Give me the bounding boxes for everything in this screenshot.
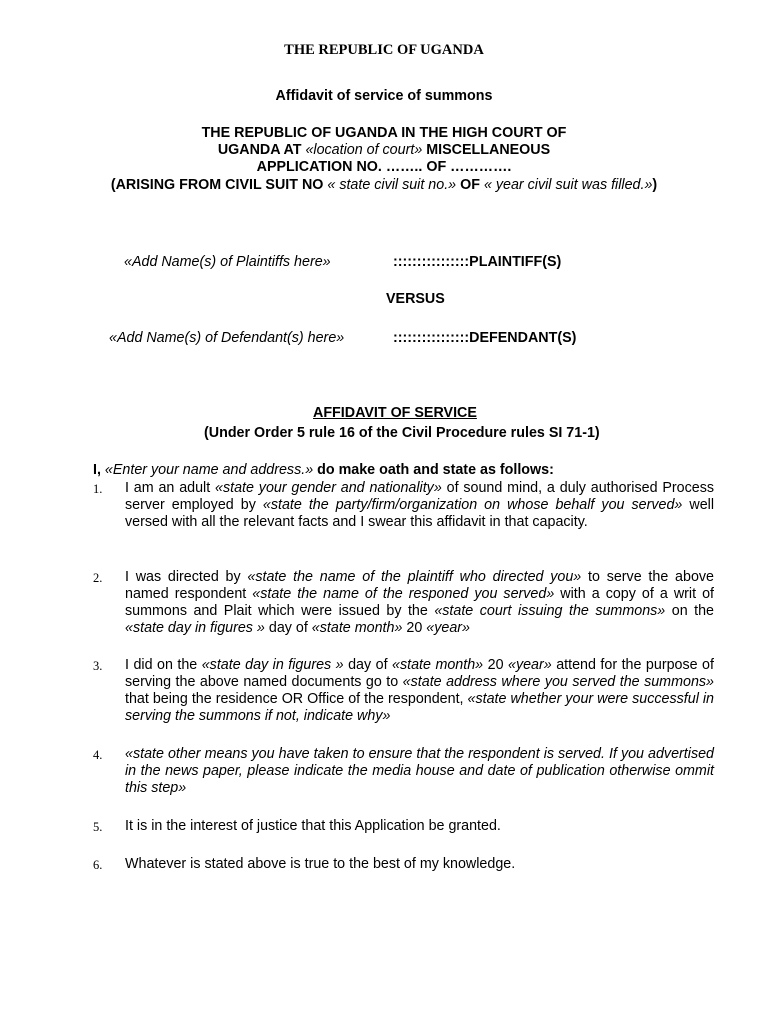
application-number: APPLICATION NO. …….. OF …………. xyxy=(256,159,512,175)
list-item xyxy=(125,746,714,797)
defendant-label: ::::::::::::::::DEFENDANT(S) xyxy=(393,330,577,346)
item-placeholder: «state day in figures » xyxy=(201,657,344,673)
item-placeholder: «state address where you served the summons» xyxy=(402,674,714,691)
list-item xyxy=(125,818,714,835)
arising-from-line xyxy=(0,177,768,193)
item-number: 2. xyxy=(93,571,103,585)
list-item xyxy=(125,856,714,873)
affidavit-title: AFFIDAVIT OF SERVICE xyxy=(313,405,477,421)
item-text: day of xyxy=(343,657,393,673)
item-placeholder: «state whether your were successful in serving the summons if not, indicate why» xyxy=(125,691,715,725)
item-text: I did on the xyxy=(125,657,202,673)
item-text: I am an adult xyxy=(125,480,216,496)
item-number: 4. xyxy=(93,748,103,762)
item-text: Whatever is stated above is true to the best of my knowledge. xyxy=(125,856,516,872)
item-text: 20 xyxy=(402,620,427,637)
item-text: well versed with all the relevant facts and I swear this affidavit in that capacity. xyxy=(125,497,715,531)
item-placeholder: «state the party/firm/organization on whose behalf you served» xyxy=(262,497,683,514)
item-text: attend for the purpose of serving the above named documents go to xyxy=(125,657,714,691)
item-text: day of xyxy=(264,620,312,637)
item-text: of sound mind, a duly authorised Process server employed by xyxy=(125,480,714,514)
item-placeholder: «state day in figures » xyxy=(125,620,265,637)
plaintiff-name-placeholder: «Add Name(s) of Plaintiffs here» xyxy=(124,254,331,270)
item-number: 5. xyxy=(93,820,103,834)
item-placeholder: «state other means you have taken to ensure that the respondent is served. If you advertised in the news paper, please indicate the media house and date of publication otherwise ommit this step» xyxy=(125,746,714,797)
list-item xyxy=(125,480,714,531)
item-text: It is in the interest of justice that this Application be granted. xyxy=(125,818,501,834)
intro-prefix: I, xyxy=(93,462,105,478)
court-line-1: THE REPUBLIC OF UGANDA IN THE HIGH COURT OF xyxy=(201,125,567,141)
court-line-2-prefix: UGANDA AT xyxy=(217,142,306,158)
court-line-2 xyxy=(0,142,768,158)
versus-label: VERSUS xyxy=(386,291,445,307)
name-address-placeholder: «Enter your name and address.» xyxy=(104,462,314,478)
republic-heading: THE REPUBLIC OF UGANDA xyxy=(284,42,484,58)
item-placeholder: «year» xyxy=(508,657,552,673)
arising-prefix: (ARISING FROM CIVIL SUIT NO xyxy=(110,177,328,193)
item-number: 6. xyxy=(93,858,103,872)
document-title: Affidavit of service of summons xyxy=(275,88,493,104)
list-item xyxy=(125,569,714,637)
intro-suffix: do make oath and state as follows: xyxy=(313,462,554,478)
item-number: 3. xyxy=(93,659,103,673)
item-placeholder: «state month» xyxy=(392,657,484,673)
item-text: that being the residence OR Office of the respondent, xyxy=(125,691,468,708)
item-placeholder: «state the name of the responed you served» xyxy=(252,586,555,603)
list-item xyxy=(125,657,714,725)
item-placeholder: «state month» xyxy=(311,620,403,637)
location-of-court-placeholder: «location of court» xyxy=(305,142,423,158)
civil-suit-year-placeholder: « year civil suit was filled.» xyxy=(483,177,653,193)
civil-suit-no-placeholder: « state civil suit no.» xyxy=(327,177,457,193)
item-placeholder: «state court issuing the summons» xyxy=(434,603,666,620)
court-line-2-suffix: MISCELLANEOUS xyxy=(422,142,551,158)
arising-close: ) xyxy=(652,177,658,193)
defendant-name-placeholder: «Add Name(s) of Defendant(s) here» xyxy=(109,330,345,346)
item-text: on the xyxy=(665,603,714,620)
item-text: 20 xyxy=(483,657,508,673)
plaintiff-label: ::::::::::::::::PLAINTIFF(S) xyxy=(393,254,562,270)
item-placeholder: «state the name of the plaintiff who directed you» xyxy=(247,569,582,585)
item-number: 1. xyxy=(93,482,103,496)
item-placeholder: «year» xyxy=(426,620,470,637)
item-text: I was directed by xyxy=(125,569,248,585)
item-text: with a copy of a writ of summons and Plait which were issued by the xyxy=(125,586,714,620)
intro-line xyxy=(93,462,554,478)
item-text: to serve the above named respondent xyxy=(125,569,714,603)
item-placeholder: «state your gender and nationality» xyxy=(215,480,442,496)
arising-of: OF xyxy=(456,177,484,193)
affidavit-subtitle: (Under Order 5 rule 16 of the Civil Procedure rules SI 71-1) xyxy=(204,425,600,441)
